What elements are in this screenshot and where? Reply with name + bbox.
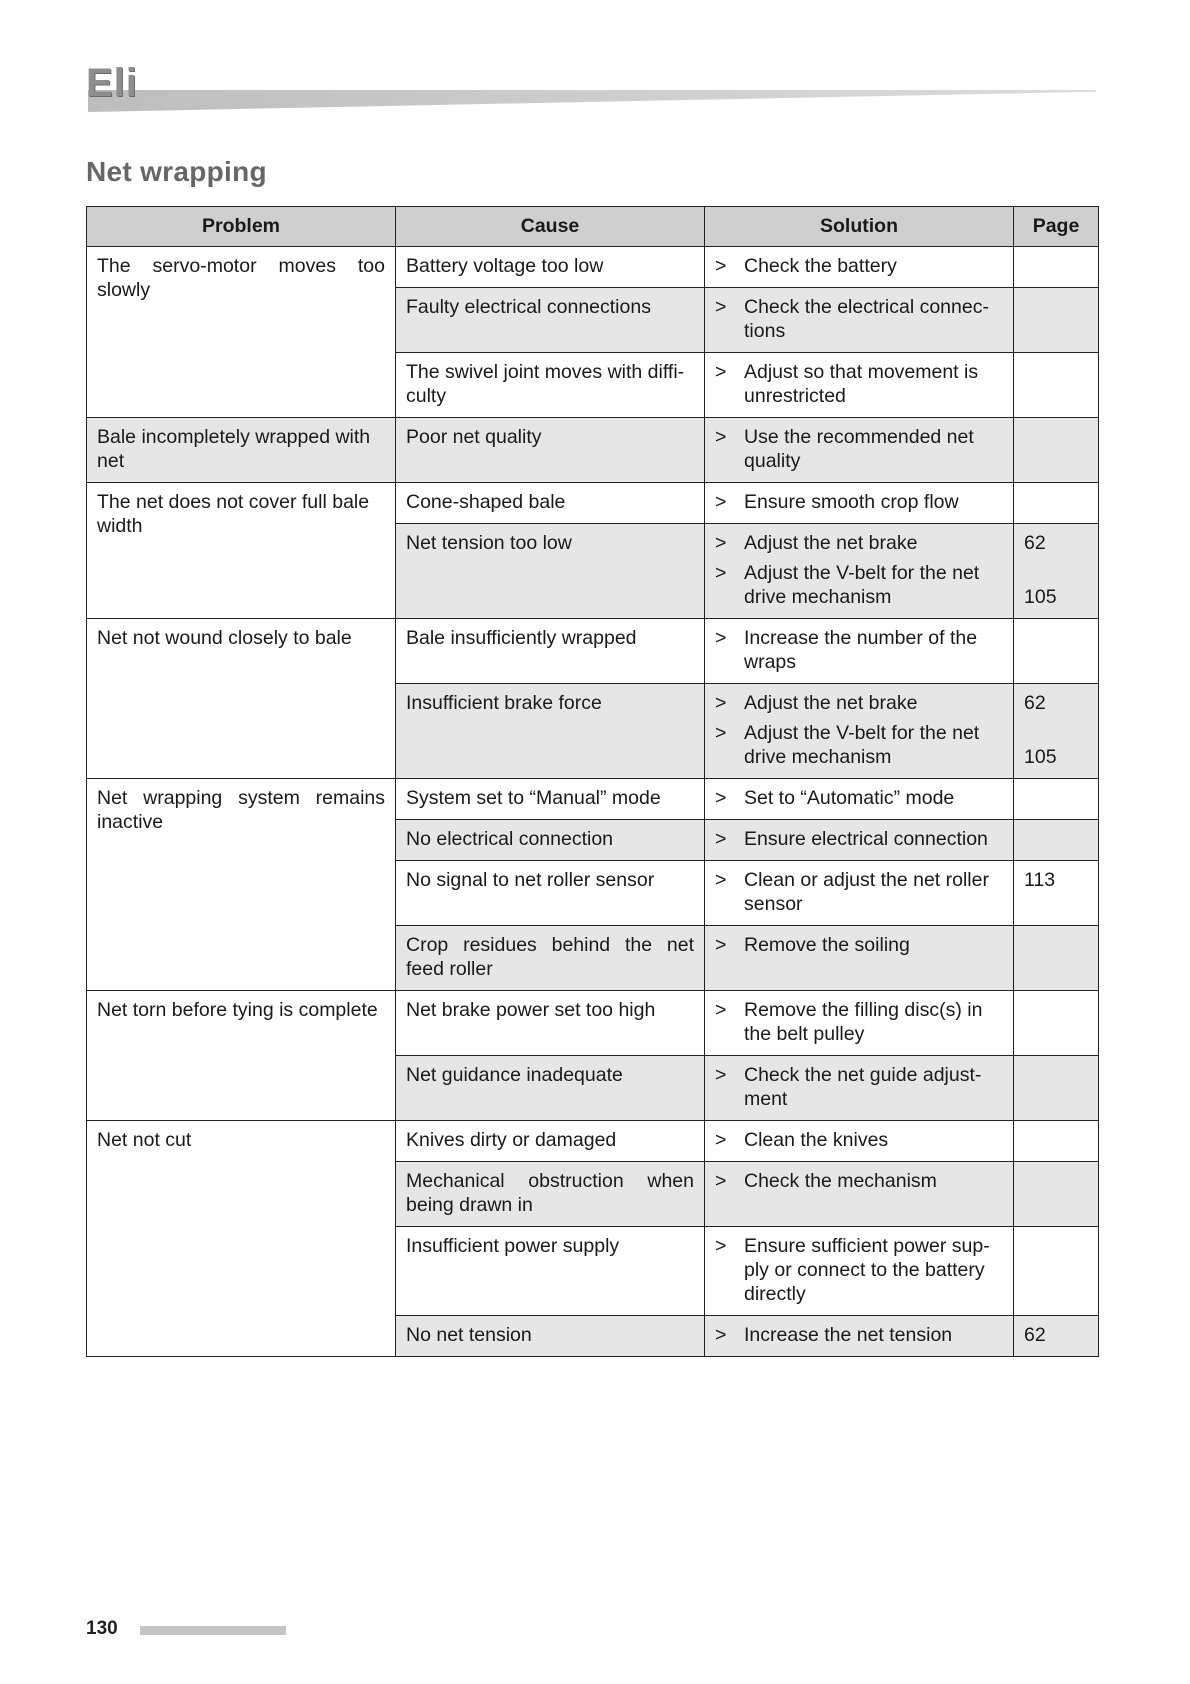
solution-text: Adjust the net brake <box>744 532 918 554</box>
bullet-arrow-icon: > <box>715 296 727 318</box>
table-row <box>87 619 1099 684</box>
page-cell <box>1014 1121 1099 1162</box>
page-cell <box>1014 418 1099 483</box>
bullet-arrow-icon: > <box>715 828 727 850</box>
cause-cell: System set to “Manual” mode <box>396 779 705 820</box>
solution-item <box>715 1128 1003 1152</box>
header-problem: Problem <box>87 207 396 247</box>
cause-cell: No signal to net roller sensor <box>396 861 705 926</box>
solution-text: Ensure smooth crop flow <box>744 491 959 513</box>
solution-cell <box>705 1227 1014 1316</box>
solution-text: Increase the number of the wraps <box>744 627 978 673</box>
cause-cell: Insufficient power supply <box>396 1227 705 1316</box>
cause-cell: Crop residues behind the net feed roller <box>396 926 705 991</box>
solution-text: Clean or adjust the net roller sensor <box>744 869 989 915</box>
solution-item <box>715 1234 1003 1306</box>
solution-text: Check the net guide adjust-ment <box>744 1064 982 1110</box>
bullet-arrow-icon: > <box>715 934 727 956</box>
cause-cell: Cone-shaped bale <box>396 483 705 524</box>
table-row <box>87 779 1099 820</box>
solution-text: Use the recommended net quality <box>744 426 974 472</box>
footer-decorative-bar <box>140 1626 286 1635</box>
solution-cell <box>705 247 1014 288</box>
header-page: Page <box>1014 207 1099 247</box>
bullet-arrow-icon: > <box>715 1324 727 1346</box>
cause-cell: Faulty electrical connections <box>396 288 705 353</box>
brand-logo: Eli <box>86 61 138 105</box>
page-cell <box>1014 524 1099 619</box>
solution-item <box>715 360 1003 408</box>
problem-cell: Net wrapping system remains inactive <box>87 779 396 991</box>
page-cell <box>1014 1316 1099 1357</box>
table-row <box>87 991 1099 1056</box>
section-title: Net wrapping <box>86 156 267 187</box>
solution-cell <box>705 684 1014 779</box>
problem-cell: The servo-motor moves too slowly <box>87 247 396 418</box>
page-reference: 113 <box>1024 869 1056 891</box>
bullet-arrow-icon: > <box>715 722 727 744</box>
bullet-arrow-icon: > <box>715 1235 727 1257</box>
bullet-arrow-icon: > <box>715 627 727 649</box>
solution-text: Remove the filling disc(s) in the belt pulley <box>744 999 983 1045</box>
page-cell <box>1014 1056 1099 1121</box>
solution-item <box>715 721 1003 769</box>
solution-item <box>715 295 1003 343</box>
page-number: 130 <box>86 1618 118 1639</box>
solution-cell <box>705 1121 1014 1162</box>
solution-cell <box>705 1056 1014 1121</box>
table-row <box>87 418 1099 483</box>
solution-item <box>715 626 1003 674</box>
bullet-arrow-icon: > <box>715 361 727 383</box>
page-reference: 105 <box>1024 746 1057 768</box>
bullet-arrow-icon: > <box>715 1064 727 1086</box>
solution-item <box>715 490 1003 514</box>
solution-item <box>715 827 1003 851</box>
header-solution: Solution <box>705 207 1014 247</box>
problem-cell: Net not cut <box>87 1121 396 1357</box>
solution-cell <box>705 926 1014 991</box>
bullet-arrow-icon: > <box>715 562 727 584</box>
page-cell <box>1014 820 1099 861</box>
solution-cell <box>705 524 1014 619</box>
solution-cell <box>705 619 1014 684</box>
solution-text: Check the mechanism <box>744 1170 937 1192</box>
table-body <box>87 247 1099 1357</box>
page-reference: 62 <box>1024 1324 1046 1346</box>
solution-cell <box>705 820 1014 861</box>
solution-text: Adjust the net brake <box>744 692 918 714</box>
solution-cell <box>705 288 1014 353</box>
page-cell <box>1014 1227 1099 1316</box>
solution-item <box>715 1323 1003 1347</box>
bullet-arrow-icon: > <box>715 255 727 277</box>
cause-cell: Net guidance inadequate <box>396 1056 705 1121</box>
bullet-arrow-icon: > <box>715 532 727 554</box>
page-cell <box>1014 247 1099 288</box>
solution-cell <box>705 1316 1014 1357</box>
cause-cell: Poor net quality <box>396 418 705 483</box>
solution-item <box>715 531 1003 555</box>
solution-text: Ensure electrical connection <box>744 828 988 850</box>
solution-item <box>715 868 1003 916</box>
solution-text: Check the battery <box>744 255 897 277</box>
solution-item <box>715 691 1003 715</box>
cause-cell: No electrical connection <box>396 820 705 861</box>
solution-cell <box>705 353 1014 418</box>
solution-text: Adjust the V-belt for the net drive mechanism <box>744 722 980 768</box>
solution-cell <box>705 418 1014 483</box>
problem-cell: Net not wound closely to bale <box>87 619 396 779</box>
cause-cell: Knives dirty or damaged <box>396 1121 705 1162</box>
solution-text: Increase the net tension <box>744 1324 953 1346</box>
bullet-arrow-icon: > <box>715 692 727 714</box>
page-cell <box>1014 619 1099 684</box>
page-cell <box>1014 288 1099 353</box>
cause-cell: Net tension too low <box>396 524 705 619</box>
page-reference: 62 <box>1024 532 1046 554</box>
cause-cell: Bale insufficiently wrapped <box>396 619 705 684</box>
problem-cell: Bale incompletely wrapped with net <box>87 418 396 483</box>
page-cell <box>1014 483 1099 524</box>
solution-item <box>715 254 1003 278</box>
bullet-arrow-icon: > <box>715 1170 727 1192</box>
troubleshooting-table <box>86 206 1099 1357</box>
page-cell <box>1014 861 1099 926</box>
bullet-arrow-icon: > <box>715 1129 727 1151</box>
solution-text: Ensure sufficient power sup-ply or connect to the battery directly <box>744 1235 990 1305</box>
bullet-arrow-icon: > <box>715 426 727 448</box>
solution-text: Remove the soiling <box>744 934 910 956</box>
cause-cell: Battery voltage too low <box>396 247 705 288</box>
solution-item <box>715 1169 1003 1193</box>
page-cell <box>1014 1162 1099 1227</box>
header-decorative-bar <box>88 90 1096 112</box>
cause-cell: The swivel joint moves with diffi-culty <box>396 353 705 418</box>
page-cell <box>1014 684 1099 779</box>
page-cell <box>1014 779 1099 820</box>
page-cell <box>1014 926 1099 991</box>
solution-cell <box>705 779 1014 820</box>
page-reference: 62 <box>1024 692 1046 714</box>
table-row <box>87 247 1099 288</box>
cause-cell: Insufficient brake force <box>396 684 705 779</box>
solution-cell <box>705 1162 1014 1227</box>
page-header <box>86 62 1098 114</box>
solution-cell <box>705 483 1014 524</box>
solution-item <box>715 425 1003 473</box>
bullet-arrow-icon: > <box>715 787 727 809</box>
table-header-row <box>87 207 1099 247</box>
solution-item <box>715 998 1003 1046</box>
header-cause: Cause <box>396 207 705 247</box>
table-row <box>87 483 1099 524</box>
solution-item <box>715 561 1003 609</box>
cause-cell: Mechanical obstruction when being drawn in <box>396 1162 705 1227</box>
table-row <box>87 1121 1099 1162</box>
cause-cell: No net tension <box>396 1316 705 1357</box>
solution-text: Set to “Automatic” mode <box>744 787 955 809</box>
problem-cell: Net torn before tying is complete <box>87 991 396 1121</box>
problem-cell: The net does not cover full bale width <box>87 483 396 619</box>
solution-item <box>715 786 1003 810</box>
page-cell <box>1014 991 1099 1056</box>
solution-text: Adjust the V-belt for the net drive mechanism <box>744 562 980 608</box>
bullet-arrow-icon: > <box>715 999 727 1021</box>
solution-cell <box>705 991 1014 1056</box>
solution-item <box>715 933 1003 957</box>
page-cell <box>1014 353 1099 418</box>
bullet-arrow-icon: > <box>715 491 727 513</box>
cause-cell: Net brake power set too high <box>396 991 705 1056</box>
solution-text: Check the electrical connec-tions <box>744 296 989 342</box>
solution-text: Adjust so that movement is unrestricted <box>744 361 979 407</box>
page-reference: 105 <box>1024 586 1057 608</box>
solution-cell <box>705 861 1014 926</box>
bullet-arrow-icon: > <box>715 869 727 891</box>
solution-item <box>715 1063 1003 1111</box>
solution-text: Clean the knives <box>744 1129 889 1151</box>
